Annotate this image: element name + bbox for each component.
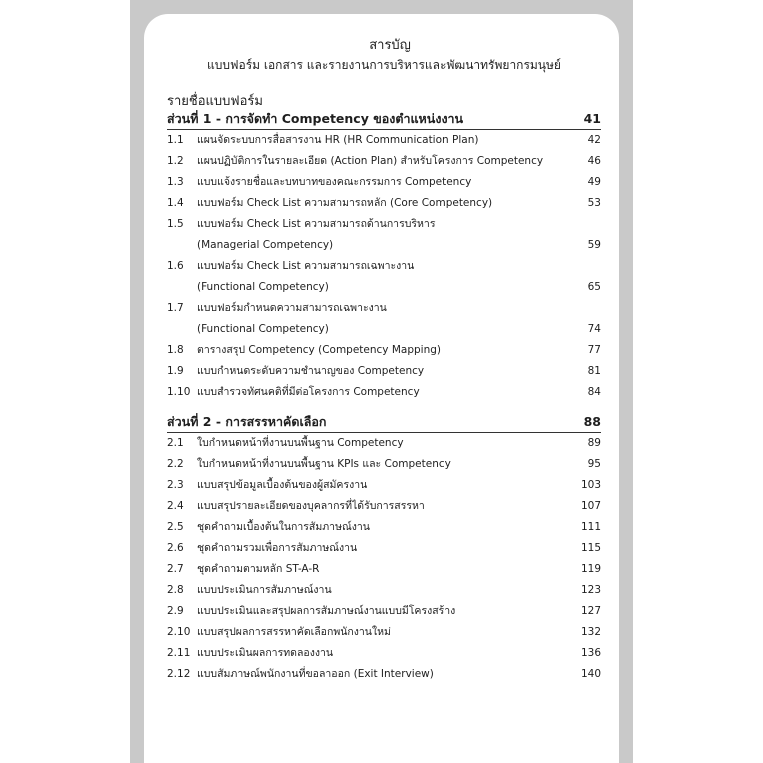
entry-number: 2.5 <box>167 521 184 533</box>
toc-entry[interactable] <box>167 664 601 685</box>
toc-entry[interactable] <box>167 172 601 193</box>
toc-entry[interactable] <box>167 130 601 151</box>
entry-title-line: ตารางสรุป Competency (Competency Mapping) <box>197 344 442 356</box>
entry-title-line: ใบกำหนดหน้าที่งานบนพื้นฐาน Competency <box>197 437 404 449</box>
entry-page-number: 119 <box>580 563 601 575</box>
page-title: สารบัญ <box>369 38 411 53</box>
entry-title <box>197 256 561 298</box>
entry-page-number: 89 <box>587 437 601 449</box>
entry-page-number: 46 <box>587 155 601 167</box>
entry-page-number: 84 <box>587 386 601 398</box>
entry-page-number: 74 <box>587 323 601 335</box>
section-page-number: 88 <box>583 414 601 429</box>
toc-entry[interactable] <box>167 214 601 256</box>
entry-title <box>197 454 561 475</box>
entry-page-number: 53 <box>587 197 601 209</box>
entry-number: 1.7 <box>167 302 184 314</box>
entry-number: 2.6 <box>167 542 184 554</box>
entry-page-number: 111 <box>580 521 601 533</box>
background-left <box>0 0 130 763</box>
entry-title-line: แบบฟอร์ม Check List ความสามารถหลัก (Core Competency) <box>197 197 493 209</box>
toc-entry[interactable] <box>167 580 601 601</box>
entry-title <box>197 193 561 214</box>
entry-number: 2.10 <box>167 626 191 638</box>
entry-title <box>197 622 561 643</box>
entry-page-number: 123 <box>580 584 601 596</box>
entry-title <box>197 664 561 685</box>
entry-number: 1.1 <box>167 134 184 146</box>
entry-title-line: ชุดคำถามตามหลัก ST-A-R <box>197 563 320 575</box>
entry-page-number: 77 <box>587 344 601 356</box>
entry-title-line: แบบสรุปข้อมูลเบื้องต้นของผู้สมัครงาน <box>197 479 368 491</box>
toc-entry[interactable] <box>167 559 601 580</box>
toc-entry[interactable] <box>167 382 601 403</box>
entry-title-line: (Functional Competency) <box>197 323 329 335</box>
entry-number: 1.3 <box>167 176 184 188</box>
toc-entry[interactable] <box>167 340 601 361</box>
table-of-contents <box>167 110 601 685</box>
entry-title-line: แบบฟอร์มกำหนดความสามารถเฉพาะงาน <box>197 302 387 314</box>
entry-title-line: แบบสรุปผลการสรรหาคัดเลือกพนักงานใหม่ <box>197 626 391 638</box>
entry-title <box>197 151 561 172</box>
entry-title-line: แบบประเมินและสรุปผลการสัมภาษณ์งานแบบมีโครงสร้าง <box>197 605 456 617</box>
entry-title-line: แบบฟอร์ม Check List ความสามารถด้านการบริหาร <box>197 218 436 230</box>
entry-title-line: แบบประเมินการสัมภาษณ์งาน <box>197 584 332 596</box>
entry-title-line: แบบฟอร์ม Check List ความสามารถเฉพาะงาน <box>197 260 415 272</box>
page-heading <box>167 37 601 74</box>
entry-page-number: 103 <box>580 479 601 491</box>
section-heading <box>167 110 601 130</box>
entry-title-line: แบบสำรวจทัศนคติที่มีต่อโครงการ Competency <box>197 386 420 398</box>
toc-entry[interactable] <box>167 601 601 622</box>
entry-title <box>197 517 561 538</box>
entry-title <box>197 361 561 382</box>
entry-number: 2.11 <box>167 647 191 659</box>
document-page <box>144 14 619 763</box>
entry-title-line: แผนปฏิบัติการในรายละเอียด (Action Plan) สำหรับโครงการ Competency <box>197 155 544 167</box>
entry-title <box>197 340 561 361</box>
entry-number: 2.2 <box>167 458 184 470</box>
entry-page-number: 107 <box>580 500 601 512</box>
entry-number: 1.2 <box>167 155 184 167</box>
toc-entry[interactable] <box>167 517 601 538</box>
toc-entry[interactable] <box>167 361 601 382</box>
entry-title <box>197 496 561 517</box>
entry-page-number: 127 <box>580 605 601 617</box>
entry-number: 2.3 <box>167 479 184 491</box>
entry-title-line: (Functional Competency) <box>197 281 329 293</box>
entry-number: 2.4 <box>167 500 184 512</box>
entry-page-number: 49 <box>587 176 601 188</box>
entry-title <box>197 382 561 403</box>
entry-page-number: 65 <box>587 281 601 293</box>
entry-title <box>197 298 561 340</box>
toc-entry[interactable] <box>167 496 601 517</box>
toc-entry[interactable] <box>167 475 601 496</box>
entry-page-number: 95 <box>587 458 601 470</box>
toc-entry[interactable] <box>167 538 601 559</box>
entry-number: 1.10 <box>167 386 191 398</box>
toc-entry[interactable] <box>167 454 601 475</box>
page-frame <box>130 0 633 763</box>
entry-title <box>197 601 561 622</box>
section-page-number: 41 <box>583 111 601 126</box>
section-title: ส่วนที่ 2 - การสรรหาคัดเลือก <box>167 414 327 429</box>
toc-entry[interactable] <box>167 151 601 172</box>
entry-number: 1.9 <box>167 365 184 377</box>
entry-title <box>197 130 561 151</box>
toc-entry[interactable] <box>167 622 601 643</box>
entry-number: 1.5 <box>167 218 184 230</box>
entry-title <box>197 580 561 601</box>
entry-page-number: 59 <box>587 239 601 251</box>
entry-number: 2.8 <box>167 584 184 596</box>
toc-entry[interactable] <box>167 193 601 214</box>
entry-title <box>197 172 561 193</box>
entry-page-number: 132 <box>580 626 601 638</box>
entry-title-line: ชุดคำถามเบื้องต้นในการสัมภาษณ์งาน <box>197 521 370 533</box>
entry-page-number: 81 <box>587 365 601 377</box>
background-right <box>633 0 763 763</box>
list-label: รายชื่อแบบฟอร์ม <box>167 94 263 109</box>
entry-title <box>197 559 561 580</box>
section-title: ส่วนที่ 1 - การจัดทำ Competency ของตำแหน่งงาน <box>167 111 464 126</box>
entry-number: 2.7 <box>167 563 184 575</box>
entry-title <box>197 475 561 496</box>
entry-number: 2.1 <box>167 437 184 449</box>
entry-title-line: (Managerial Competency) <box>197 239 334 251</box>
toc-entry[interactable] <box>167 256 601 298</box>
entry-title <box>197 433 561 454</box>
entry-title-line: แบบสัมภาษณ์พนักงานที่ขอลาออก (Exit Interview) <box>197 668 434 680</box>
entry-number: 2.12 <box>167 668 191 680</box>
entry-number: 1.4 <box>167 197 184 209</box>
entry-number: 1.8 <box>167 344 184 356</box>
entry-title-line: ใบกำหนดหน้าที่งานบนพื้นฐาน KPIs และ Competency <box>197 458 451 470</box>
entry-title <box>197 643 561 664</box>
entry-title-line: แบบแจ้งรายชื่อและบทบาทของคณะกรรมการ Competency <box>197 176 472 188</box>
entry-title-line: แบบประเมินผลการทดลองงาน <box>197 647 334 659</box>
entry-title <box>197 538 561 559</box>
entry-page-number: 140 <box>580 668 601 680</box>
entry-number: 1.6 <box>167 260 184 272</box>
toc-entry[interactable] <box>167 433 601 454</box>
entry-title-line: แผนจัดระบบการสื่อสารงาน HR (HR Communication Plan) <box>197 134 479 146</box>
entry-page-number: 115 <box>580 542 601 554</box>
entry-page-number: 42 <box>587 134 601 146</box>
entry-title-line: ชุดคำถามรวมเพื่อการสัมภาษณ์งาน <box>197 542 358 554</box>
entry-title <box>197 214 561 256</box>
entry-number: 2.9 <box>167 605 184 617</box>
section-heading <box>167 413 601 433</box>
entry-title-line: แบบกำหนดระดับความชำนาญของ Competency <box>197 365 425 377</box>
page-subtitle: แบบฟอร์ม เอกสาร และรายงานการบริหารและพัฒนาทรัพยากรมนุษย์ <box>207 58 561 72</box>
toc-entry[interactable] <box>167 298 601 340</box>
entry-page-number: 136 <box>580 647 601 659</box>
toc-entry[interactable] <box>167 643 601 664</box>
entry-title-line: แบบสรุปรายละเอียดของบุคลากรที่ได้รับการสรรหา <box>197 500 425 512</box>
